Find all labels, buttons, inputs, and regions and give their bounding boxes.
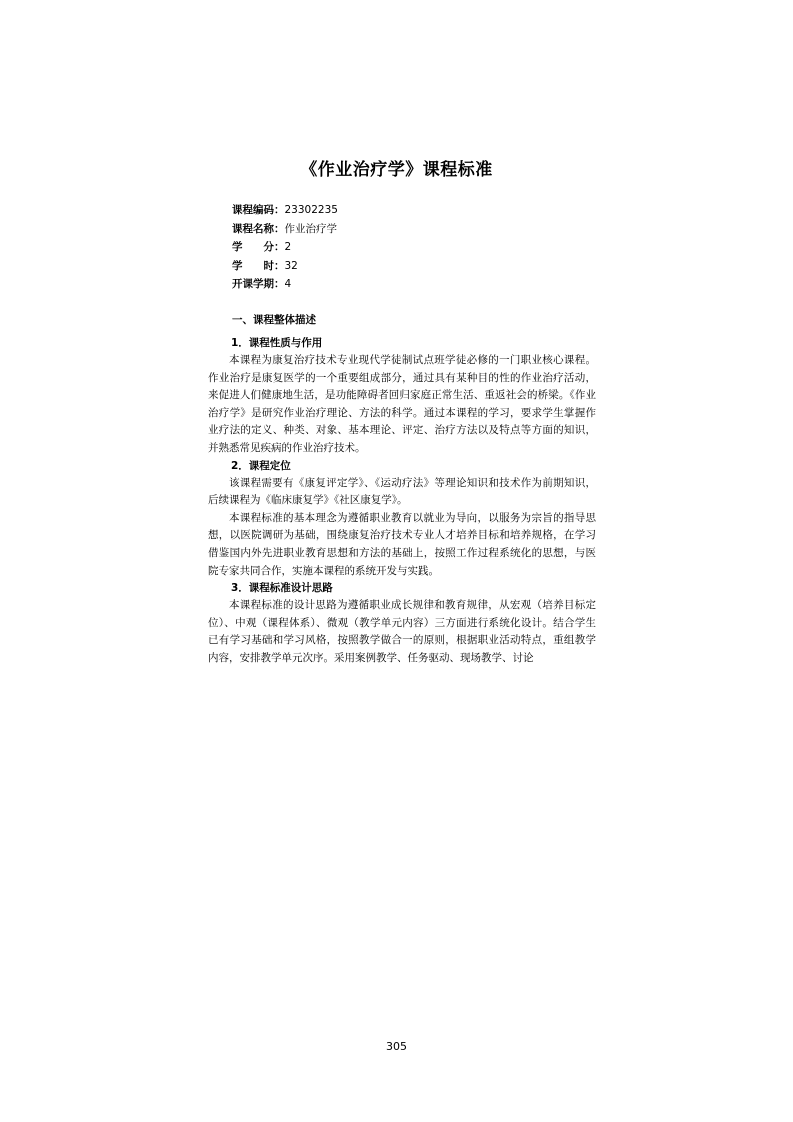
paragraph: 该课程需要有《康复评定学》、《运动疗法》等理论知识和技术作为前期知识，后续课程为《临床康复学》《社区康复学》。 [208, 476, 596, 507]
subsection-heading: 3．课程标准设计思路 [231, 582, 333, 595]
meta-value: 2 [284, 241, 292, 253]
meta-label: 开课学期： [232, 278, 285, 290]
meta-course-name [232, 220, 562, 239]
meta-label: 课程名称： [232, 222, 285, 235]
meta-value: 32 [284, 259, 298, 272]
course-meta [232, 201, 562, 294]
page-number: 305 [386, 1040, 407, 1053]
meta-semester [232, 275, 562, 294]
document-body [208, 311, 596, 668]
subsection-heading: 2．课程定位 [231, 459, 291, 472]
meta-credits [232, 238, 562, 257]
meta-course-code [232, 201, 562, 220]
meta-hours [232, 257, 562, 276]
paragraph: 本课程标准的基本理念为遵循职业教育以就业为导向，以服务为宗旨的指导思想，以医院调研为基础，围绕康复治疗技术专业人才培养目标和培养规格，在学习借鉴国内外先进职业教育思想和方法的基础上，按照工作过程系统化的思想，与医院专家共同合作，实施本课程的系统开发与实践。 [208, 511, 596, 577]
meta-label: 学 分： [232, 241, 285, 253]
meta-label: 学 时： [232, 259, 285, 272]
document-title: 《作业治疗学》课程标准 [300, 160, 493, 180]
meta-value: 作业治疗学 [284, 222, 337, 235]
meta-value: 23302235 [284, 204, 338, 216]
subsection-heading: 1．课程性质与作用 [231, 337, 323, 349]
meta-label: 课程编码： [232, 204, 285, 216]
paragraph: 本课程为康复治疗技术专业现代学徒制试点班学徒必修的一门职业核心课程。作业治疗是康复医学的一个重要组成部分，通过具有某种目的性的作业治疗活动，来促进人们健康地生活，是功能障碍者回归家庭正常生活、重返社会的桥梁。《作业治疗学》是研究作业治疗理论、方法的科学。通过本课程的学习，要求学生掌握作业疗法的定义、种类、对象、基本理论、评定、治疗方法以及特点等方面的知识，并熟悉常见疾病的作业治疗技术。 [208, 354, 596, 454]
section-heading: 一、课程整体描述 [232, 314, 316, 326]
meta-value: 4 [284, 278, 292, 290]
paragraph: 本课程标准的设计思路为遵循职业成长规律和教育规律，从宏观（培养目标定位）、中观（课程体系）、微观（教学单元内容）三方面进行系统化设计。结合学生已有学习基础和学习风格，按照教学做合一的原则，根据职业活动特点，重组教学内容，安排教学单元次序。采用案例教学、任务驱动、现场教学、讨论 [208, 599, 596, 664]
